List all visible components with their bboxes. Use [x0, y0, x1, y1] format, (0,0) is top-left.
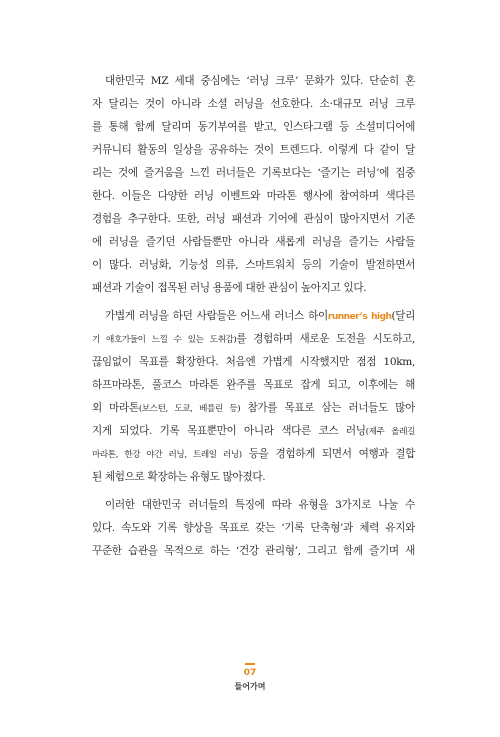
- paragraph-line: 경험을 추구한다. 또한, 러닝 패션과 기어에 관심이 많아지면서 기존: [92, 213, 415, 225]
- text-run: 등을 경험하게 되면서 여행과 결합: [241, 448, 415, 460]
- paragraph-line: [92, 424, 415, 438]
- text-run: 참가를 목표로 삼는 러너들도 많아: [240, 402, 415, 414]
- paragraph-line: 된 체험으로 확장하는 유형도 많아졌다.: [92, 471, 266, 483]
- paragraph-line: [92, 332, 415, 346]
- term-highlight: runner’s high: [327, 312, 392, 322]
- paragraph-line: 이러한 대한민국 러너들의 특징에 따라 유형을 3가지로 나눌 수: [105, 499, 415, 511]
- text-run: 외 마라톤: [92, 402, 139, 414]
- paragraph-line: 리는 것에 즐거움을 느낀 러너들은 기록보다는 ‘즐기는 러닝’에 집중: [92, 167, 415, 179]
- text-run: 가볍게 러닝을 하던 사람들은 어느새 러너스 하이: [105, 310, 328, 322]
- paragraph-line: 이 많다. 러닝화, 기능성 의류, 스마트워치 등의 기술이 발전하면서: [92, 259, 415, 271]
- parenthetical-note: (제주 올레길: [365, 427, 415, 437]
- paragraph-line: 를 통해 함께 달리며 동기부여를 받고, 인스타그램 등 소셜미디어에: [92, 121, 415, 133]
- paragraph-line: 대한민국 MZ 세대 중심에는 ‘러닝 크루’ 문화가 있다. 단순히 혼: [105, 75, 415, 87]
- paragraph-line: 꾸준한 습관을 목적으로 하는 ‘건강 관리형’, 그리고 함께 즐기며 새: [92, 545, 415, 557]
- paragraph-line: 한다. 이들은 다양한 러닝 이벤트와 마라톤 행사에 참여하며 색다른: [92, 190, 415, 202]
- paragraph-line: 끊임없이 목표를 확장한다. 처음엔 가볍게 시작했지만 점점 10km,: [92, 356, 415, 368]
- paragraph-line: 있다. 속도와 기록 향상을 목표로 갖는 ‘기록 단축형’과 체력 유지와: [92, 522, 415, 534]
- page-footer: [230, 663, 270, 693]
- paragraph-line: [92, 309, 415, 323]
- parenthetical-note: 마라톤, 한강 야간 러닝, 트레일 러닝): [92, 450, 242, 460]
- parenthetical-note: 기 애호가들이 느낄 수 있는 도취감): [92, 335, 237, 345]
- paragraph-line: [92, 447, 415, 461]
- text-run: 지게 되었다. 기록 목표뿐만이 아니라 색다른 코스 러닝: [92, 425, 366, 437]
- paragraph-line: 하프마라톤, 풀코스 마라톤 완주를 목표로 잡게 되고, 이후에는 해: [92, 379, 415, 391]
- paragraph-line: 패션과 기술이 접목된 러닝 용품에 대한 관심이 높아지고 있다.: [92, 282, 367, 294]
- paragraph-line: [92, 401, 415, 415]
- text-run: 를 경험하며 새로운 도전을 시도하고,: [236, 333, 415, 345]
- page-number: 07: [243, 668, 257, 678]
- section-title: 들어가며: [234, 682, 266, 691]
- text-run: (달리: [391, 310, 415, 322]
- paragraph-line: 커뮤니티 활동의 일상을 공유하는 것이 트렌드다. 이렇게 다 같이 달: [92, 144, 415, 156]
- folio-accent-bar: [245, 663, 255, 665]
- paragraph-line: 자 달리는 것이 아니라 소셜 러닝을 선호한다. 소·대규모 러닝 크루: [92, 98, 415, 110]
- paragraph-line: 에 러닝을 즐기던 사람들뿐만 아니라 새롭게 러닝을 즐기는 사람들: [92, 236, 415, 248]
- parenthetical-note: (보스턴, 도쿄, 베를린 등): [138, 404, 241, 414]
